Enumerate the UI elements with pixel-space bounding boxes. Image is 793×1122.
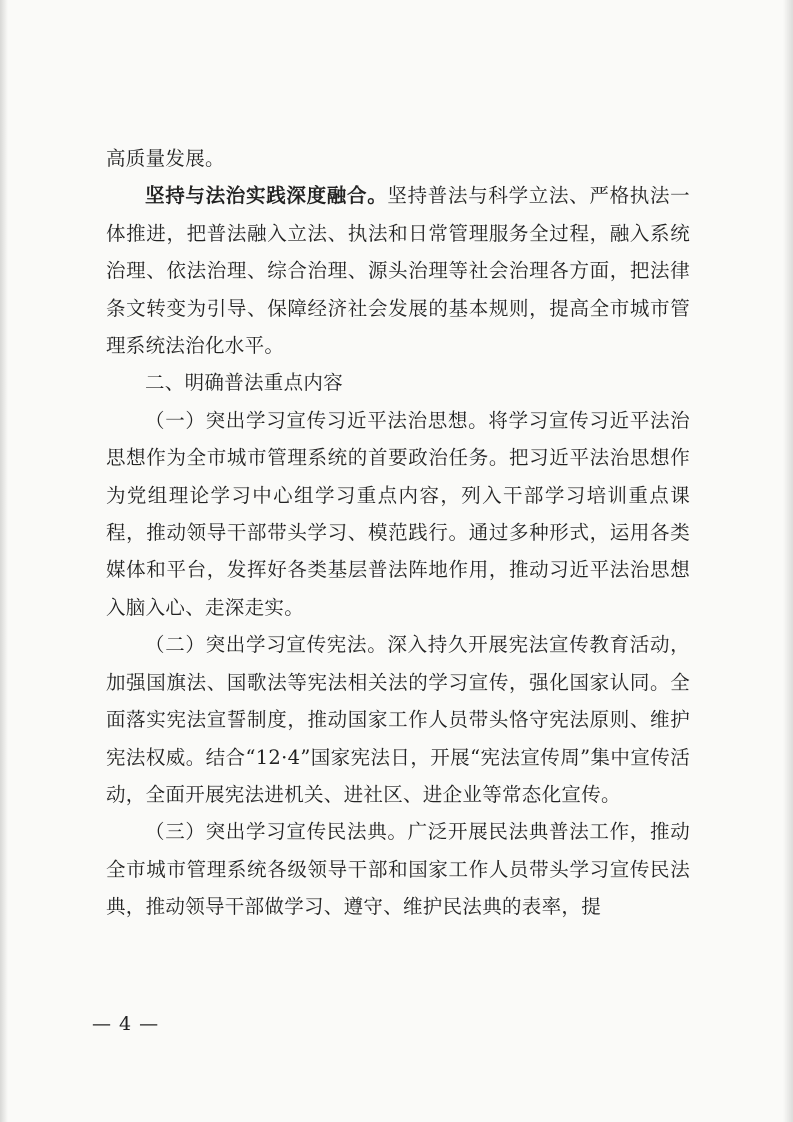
item-text: 深入持久开展宪法宣传教育活动，加强国旗法、国歌法等宪法相关法的学习宣传，强化国家认同。全面落实宪法宣誓制度，推动国家工作人员带头恪守宪法原则、维护宪法权威。结合“12·4”国家宪法日，开展“宪法宣传周”集中宣传活动，全面开展宪法进机关、进社区、进企业等常态化宣传。 xyxy=(106,633,690,806)
item-lead: （一）突出学习宣传习近平法治思想。 xyxy=(145,408,489,432)
continuation-line: 高质量发展。 xyxy=(106,147,225,170)
item-civil-code xyxy=(106,813,690,925)
scan-edge-right xyxy=(783,0,793,1122)
paragraph-integration xyxy=(106,177,690,364)
item-lead: （三）突出学习宣传民法典。 xyxy=(145,820,408,844)
item-text: 广泛开展民法典普法工作，推动全市城市管理系统各级领导干部和国家工作人员带头学习宣传民法典，推动领导干部做学习、遵守、维护民法典的表率，提 xyxy=(106,820,691,919)
item-constitution xyxy=(106,626,690,813)
scan-edge-left xyxy=(0,0,8,1122)
section-heading: 二、明确普法重点内容 xyxy=(145,371,344,395)
paragraph-lead-bold: 坚持与法治实践深度融合。 xyxy=(145,184,388,208)
page-number: — 4 — xyxy=(92,1013,160,1035)
paragraph-text: 坚持普法与科学立法、严格执法一体推进，把普法融入立法、执法和日常管理服务全过程，融入系统治理、依法治理、综合治理、源头治理等社会治理各方面，把法律条文转变为引导、保障经济社会发展的基本规则，提高全市城市管理系统法治化水平。 xyxy=(106,184,690,358)
item-xi-thought xyxy=(106,402,690,626)
item-text: 将学习宣传习近平法治思想作为全市城市管理系统的首要政治任务。把习近平法治思想作为党组理论学习中心组学习重点内容，列入干部学习培训重点课程，推动领导干部带头学习、模范践行。通过多种形式，运用各类媒体和平台，发挥好各类基层普法阵地作用，推动习近平法治思想入脑入心、走深走实。 xyxy=(106,408,690,619)
item-lead: （二）突出学习宣传宪法。 xyxy=(145,633,388,657)
document-body xyxy=(106,140,690,926)
